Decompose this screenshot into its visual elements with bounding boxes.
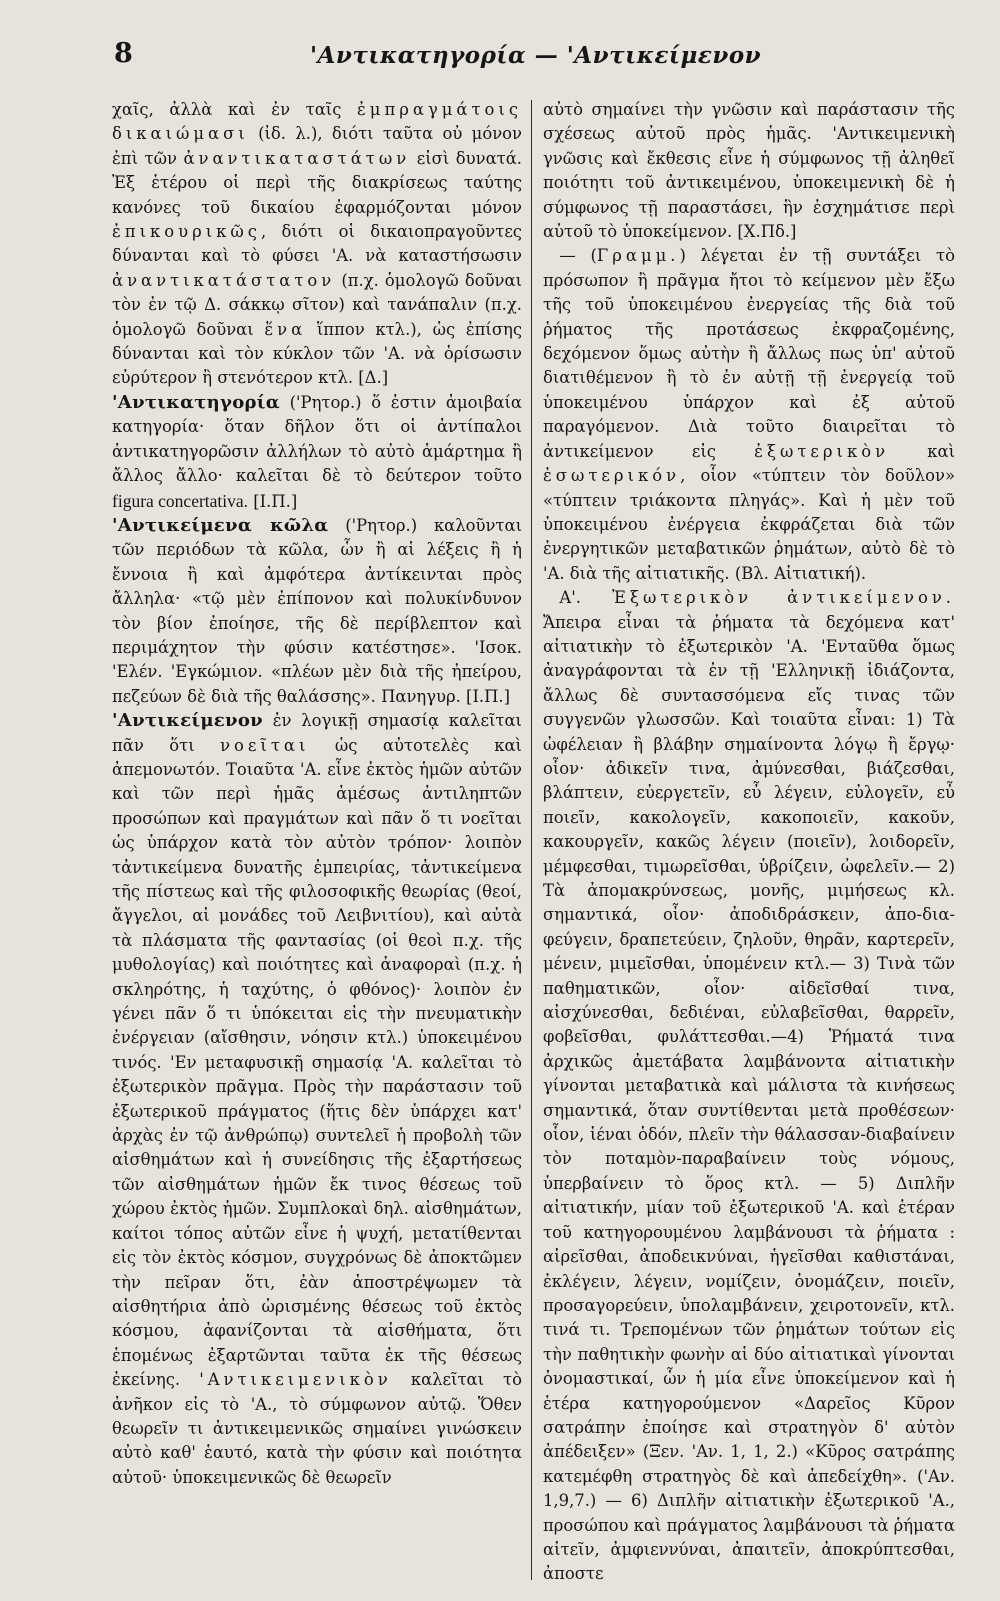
entry-headword: 'Αντικείμενον (112, 710, 263, 732)
subentry-external-object: Α'. Ἐξωτερικὸν ἀντικείμενον. Ἄπειρα εἶναι τὰ ῥήματα τὰ δεχόμενα κατ' αἰτιατικὴν τὸ ἐξωτερικὸν 'Α. 'Ενταῦθα ὅμως ἀναγράφονται τὰ ἐν τῇ 'Ελληνικῇ ἰδιάζοντα, ἄλλως δὲ συντασσόμενα εἴς τινας τῶν συγγενῶν γλωσσῶν. Καὶ τοιαῦτα εἶναι: 1) Τὰ ὠφέλειαν ἢ βλάβην σημαίνοντα λόγῳ ἢ ἔργῳ· οἷον· ἀδικεῖν τινα, ἀμύνεσθαι, βιάζεσθαι, βλάπτειν, εὐεργετεῖν, εὖ λέγειν, εὐλογεῖν, εὖ ποιεῖν, κακολογεῖν, κακοποιεῖν, κακοῦν, κακουργεῖν, κακῶς λέγειν (ποιεῖν), λοιδορεῖν, μέμφεσθαι, τιμωρεῖσθαι, ὑβρίζειν, ὠφελεῖν.— 2) Τὰ ἀπομακρύνσεως, μονῆς, μιμήσεως κλ. σημαντικά, οἷον· ἀποδιδράσκειν, ἀπο-δια-φεύγειν, δραπετεύειν, ζηλοῦν, θηρᾶν, καρτερεῖν, μένειν, μιμεῖσθαι, ὑπομένειν κτλ.— 3) Τινὰ τῶν παθηματικῶν, οἷον· αἰδεῖσθαί τινα, αἰσχύνεσθαι, δεδιέναι, εὐλαβεῖσθαι, θαρρεῖν, φοβεῖσθαι, φυλάττεσθαι.—4) Ῥήματά τινα ἀρχικῶς ἀμετάβατα λαμβάνοντα αἰτιατικὴν γίνονται μεταβατικὰ καὶ μάλιστα τὰ κινήσεως σημαντικά, ὅταν συντίθενται μετὰ προθέσεων· οἷον, ἰέναι ὁδόν, πλεῖν τὴν θάλασσαν-διαβαίνειν τὸν ποταμὸν-παραβαίνειν τοὺς νόμους, ὑπερβαίνειν τὸ ὅρος κτλ. — 5) Διπλῆν αἰτιατικήν, μίαν τοῦ ἐξωτερικοῦ 'Α. καὶ ἑτέραν τοῦ κατηγορουμένου λαμβάνουσι τὰ ῥήματα : αἱρεῖσθαι, ἀποδεικνύναι, ἡγεῖσθαι καθιστάναι, ἐκλέγειν, λέγειν, νομίζειν, ὀνομάζειν, ποιεῖν, προσαγορεύειν, ὑπολαμβάνειν, χειροτονεῖν, κτλ. τινά τι. Τρεπομένων τῶν ῥημάτων τούτων εἰς τὴν παθητικὴν φωνὴν αἱ δύο αἰτιατικαὶ γίνονται ὀνομαστικαί, ὧν ἡ μία εἶνε ὑποκείμενον καὶ ἡ ἑτέρα κατηγορούμενον «Δαρεῖος Κῦρον σατράπην ἐποίησε καὶ στρατηγὸν δ' αὐτὸν ἀπέδειξεν» (Ξεν. 'Αν. 1, 1, 2.) «Κῦρος σατράπης κατεμέφθη στρατηγὸς δὲ καὶ ἀπεδείχθη». ('Αν. 1,9,7.) — 6) Διπλῆν αἰτιατικὴν ἐξωτερικοῦ 'Α., προσώπου καὶ πράγματος λαμβάνουσι τὰ ῥήματα αἰτεῖν, ἀμφιεννύναι, ἀπαιτεῖν, ἀποκρύπτεσθαι, ἀποστε (543, 588, 955, 1584)
paragraph-continuation: χαῖς, ἀλλὰ καὶ ἐν ταῖς ἐμπραγμάτοις δικαιώμασι (ἰδ. λ.), διότι ταῦτα οὐ μόνον ἐπὶ τῶν ἀναντικαταστάτων εἰσὶ δυνατά. Ἐξ ἑτέρου οἱ περὶ τῆς διακρίσεως ταύτης κανόνες τοῦ δικαίου ἐφαρμόζονται μόνον ἐπικουρικῶς, διότι οἱ δικαιοπραγοῦντες δύνανται καὶ τὸ φύσει 'Α. νὰ καταστήσωσιν ἀναντικατάστατον (π.χ. ὁμολογῶ δοῦναι τὸν ἐν τῷ Δ. σάκκῳ σῖτον) καὶ τανάπαλιν (π.χ. ὁμολογῶ δοῦναι ἕνα ἵππον κτλ.), ὡς ἐπίσης δύνανται καὶ τὸν κύκλον τῶν 'Α. νὰ ὁρίσωσιν εὐρύτερον ἢ στενότερον κτλ. [Δ.] (112, 100, 523, 388)
entry-antikatigoria: 'Αντικατηγορία ('Ρητορ.) ὅ ἐστιν ἀμοιβαία κατηγορία· ὅταν δῆλον ὅτι οἱ ἀντίπαλοι ἀντικατηγορῶσιν ἀλλήλων τὸ αὐτὸ ἁμάρτημα ἢ ἄλλος ἄλλο· καλεῖται δὲ τὸ δεύτερον τοῦτο figura concertativa. [Ι.Π.] (112, 391, 522, 511)
entry-headword: 'Αντικείμενα κῶλα (112, 514, 329, 536)
page-header (110, 34, 930, 74)
running-head: 'Αντικατηγορία — 'Αντικείμενον (310, 42, 762, 69)
left-column (112, 98, 522, 1490)
right-column (543, 98, 955, 1587)
entry-antikeimena-kola: 'Αντικείμενα κῶλα ('Ρητορ.) καλοῦνται τῶν περιόδων τὰ κῶλα, ὧν ἢ αἱ λέξεις ἢ ἡ ἔννοια ἢ καὶ ἀμφότερα ἀντίκεινται πρὸς ἄλληλα· «τῷ μὲν ἐπίπονον καὶ πολυκίνδυνον τὸν βίον ἐποίησε, τῆς δὲ περίβλεπτον καὶ περιμάχητον τὴν φύσιν κατέστησε». 'Ισοκ. 'Ελέν. 'Εγκώμιον. «πλέων μὲν διὰ τῆς ἠπείρου, πεζεύων δὲ διὰ τῆς θαλάσσης». Πανηγυρ. [Ι.Π.] (112, 514, 522, 706)
page-number: 8 (114, 38, 133, 69)
entry-headword: 'Αντικατηγορία (112, 391, 280, 413)
latin-term: figura concertativa. (112, 490, 249, 511)
column-divider (531, 100, 532, 1580)
entry-antikeimenon: 'Αντικείμενον ἐν λογικῇ σημασίᾳ καλεῖται πᾶν ὅτι νοεῖται ὡς αὐτοτελὲς καὶ ἀπεμονωτόν. Τοιαῦτα 'Α. εἶνε ἐκτὸς ἡμῶν αὐτῶν καὶ τῶν περὶ ἡμᾶς ἀμέσως ἀντιληπτῶν προσώπων καὶ πραγμάτων καὶ πᾶν ὅ τι νοεῖται ὡς ὑπάρχον κατὰ τὸν αὐτὸν τρόπον· λοιπὸν τἀντικείμενα δυνατῆς ἐμπειρίας, τἀντικείμενα τῆς πίστεως καὶ τῆς φιλοσοφικῆς θεωρίας (θεοί, ἄγγελοι, αἱ μονάδες τοῦ Λειβνιτίου), καὶ αὐτὰ τὰ πλάσματα τῆς φαντασίας (οἱ θεοὶ π.χ. τῆς μυθολογίας) καὶ ποιότητες καὶ ἀναφοραὶ (π.χ. ἡ σκληρότης, ἡ ταχύτης, ὁ φθόνος)· λοιπὸν ἐν γένει πᾶν ὅ τι ὑπόκειται εἰς τὴν πνευματικὴν ἐνέργειαν (αἴσθησιν, νόησιν κτλ.) ὑποκειμένου τινός. 'Εν μεταφυσικῇ σημασίᾳ 'Α. καλεῖται τὸ ἐξωτερικὸν πρᾶγμα. Πρὸς τὴν παράστασιν τοῦ ἐξωτερικοῦ πράγματος (ἥτις δὲν ὑπάρχει κατ' ἀρχὰς ἐν τῷ ἀνθρώπῳ) συντελεῖ ἡ προβολὴ τῶν αἰσθημάτων καὶ ἡ συνείδησις τῆς ἐξαρτήσεως τῶν αἰσθημάτων ἡμῶν ἔκ τινος θέσεως τοῦ χώρου ἐκτὸς ἡμῶν. Συμπλοκαὶ δηλ. αἰσθημάτων, καίτοι τόπος αὐτῶν εἶνε ἡ ψυχή, μετατίθενται εἰς τὸν ἐκτὸς κόσμον, συγχρόνως δὲ ἀποκτῶμεν τὴν πεῖραν ὅτι, ἐὰν ἀποστρέψωμεν τὰ αἰσθητήρια ἀπὸ ὡρισμένης θέσεως τοῦ ἐκτὸς κόσμου, ἀφανίζονται τὰ αἰσθήματα, ὅτι ἑπομένως ἐξαρτῶνται ταῦτα ἐκ τῆς θέσεως ἐκείνης. 'Αντικειμενικὸν καλεῖται τὸ ἀνῆκον εἰς τὸ 'Α., τὸ σύμφωνον αὐτῷ. Ὅθεν θεωρεῖν τι ἀντικειμενικῶς σημαίνει γινώσκειν αὐτὸ καθ' ἑαυτό, κατὰ τὴν φύσιν καὶ ποιότητα αὐτοῦ· ὑποκειμενικῶς δὲ θεωρεῖν (112, 710, 522, 1487)
paragraph-continuation: αὐτὸ σημαίνει τὴν γνῶσιν καὶ παράστασιν τῆς σχέσεως αὐτοῦ πρὸς ἡμᾶς. 'Αντικειμενικὴ γνῶσις καὶ ἔκθεσις εἶνε ἡ σύμφωνος τῇ ἀληθεῖ ποιότητι τοῦ ἀντικειμένου, ὑποκειμενικὴ δὲ ἡ σύμφωνος τῇ παραστάσει, ἣν ἐσχημάτισε περὶ αὐτοῦ τὸ ὑποκείμενον. [Χ.Πδ.] (543, 100, 955, 242)
subentry-grammar: — (Γραμμ.) λέγεται ἐν τῇ συντάξει τὸ πρόσωπον ἢ πρᾶγμα ἤτοι τὸ κείμενον μὲν ἔξω τῆς τοῦ ὑποκειμένου ἐνεργείας τῆς διὰ τοῦ ῥήματος τῆς προτάσεως ἐκφραζομένης, δεχόμενον ὅμως αὐτὴν ἢ ἄλλως πως ὑπ' αὐτοῦ διατιθέμενον ἢ τὸ ἐν αὐτῇ τῇ ἐνεργείᾳ τοῦ ὑποκειμένου ὑπάρχον καὶ ἐξ αὐτοῦ παραγόμενον. Διὰ τοῦτο διαιρεῖται τὸ ἀντικείμενον εἰς ἐξωτερικὸν καὶ ἐσωτερικόν, οἷον «τύπτειν τὸν δοῦλον» «τύπτειν τριάκοντα πληγάς». Καὶ ἡ μὲν τοῦ ὑποκειμένου ἐνέργεια ἐκφράζεται διὰ τῶν ἐνεργητικῶν μεταβατικῶν ῥημάτων, αὐτὸ δὲ τὸ 'Α. διὰ τῆς αἰτιατικῆς. (Βλ. Αἰτιατική). (543, 246, 955, 583)
